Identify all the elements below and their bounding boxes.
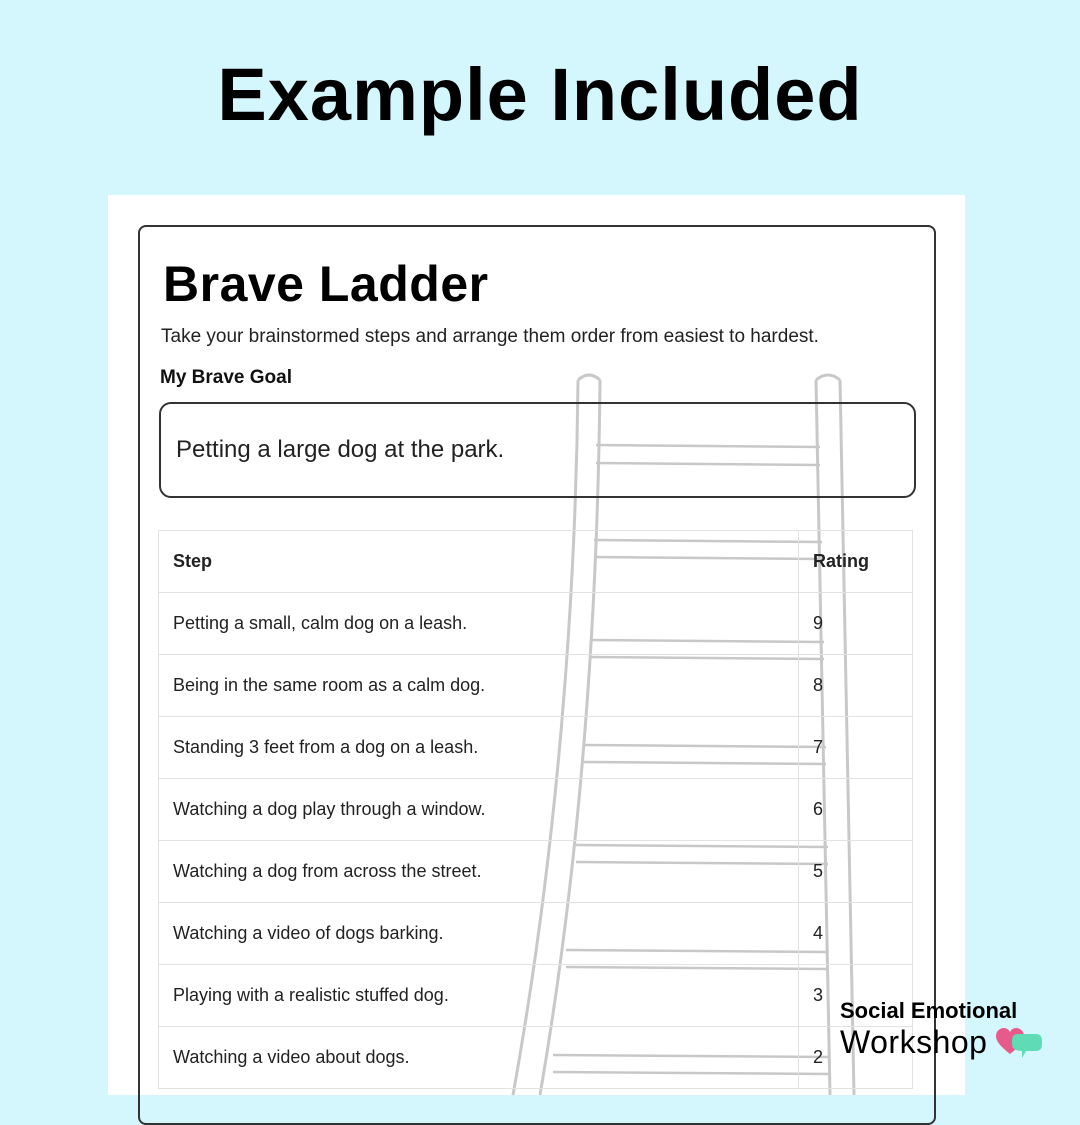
table-row [159,965,913,1027]
brand-line2: Workshop [840,1024,988,1060]
table-row [159,779,913,841]
table-row [159,841,913,903]
step-cell: Being in the same room as a calm dog. [159,655,799,717]
worksheet-title: Brave Ladder [163,256,489,312]
rating-cell: 3 [799,965,913,1027]
rating-header: Rating [799,531,913,593]
table-row [159,717,913,779]
table-header-row [159,531,913,593]
table-row [159,593,913,655]
goal-label: My Brave Goal [160,367,292,388]
steps-table [158,530,913,1089]
table-row [159,903,913,965]
rating-cell: 9 [799,593,913,655]
rating-cell: 2 [799,1027,913,1089]
rating-cell: 7 [799,717,913,779]
headline: Example Included [217,53,863,136]
step-cell: Playing with a realistic stuffed dog. [159,965,799,1027]
brand-line1: Social Emotional [840,998,1018,1023]
heart-speech-bubble-icon [996,1028,1042,1064]
goal-field: Petting a large dog at the park. [159,402,916,498]
step-header: Step [159,531,799,593]
table-row [159,1027,913,1089]
worksheet-page [108,195,965,1095]
rating-cell: 8 [799,655,913,717]
brand-logo [840,998,1017,1061]
step-cell: Watching a dog play through a window. [159,779,799,841]
worksheet-subtitle: Take your brainstormed steps and arrange them order from easiest to hardest. [161,326,819,347]
step-cell: Watching a video about dogs. [159,1027,799,1089]
rating-cell: 6 [799,779,913,841]
step-cell: Petting a small, calm dog on a leash. [159,593,799,655]
step-cell: Standing 3 feet from a dog on a leash. [159,717,799,779]
table-row [159,655,913,717]
step-cell: Watching a dog from across the street. [159,841,799,903]
rating-cell: 4 [799,903,913,965]
step-cell: Watching a video of dogs barking. [159,903,799,965]
rating-cell: 5 [799,841,913,903]
